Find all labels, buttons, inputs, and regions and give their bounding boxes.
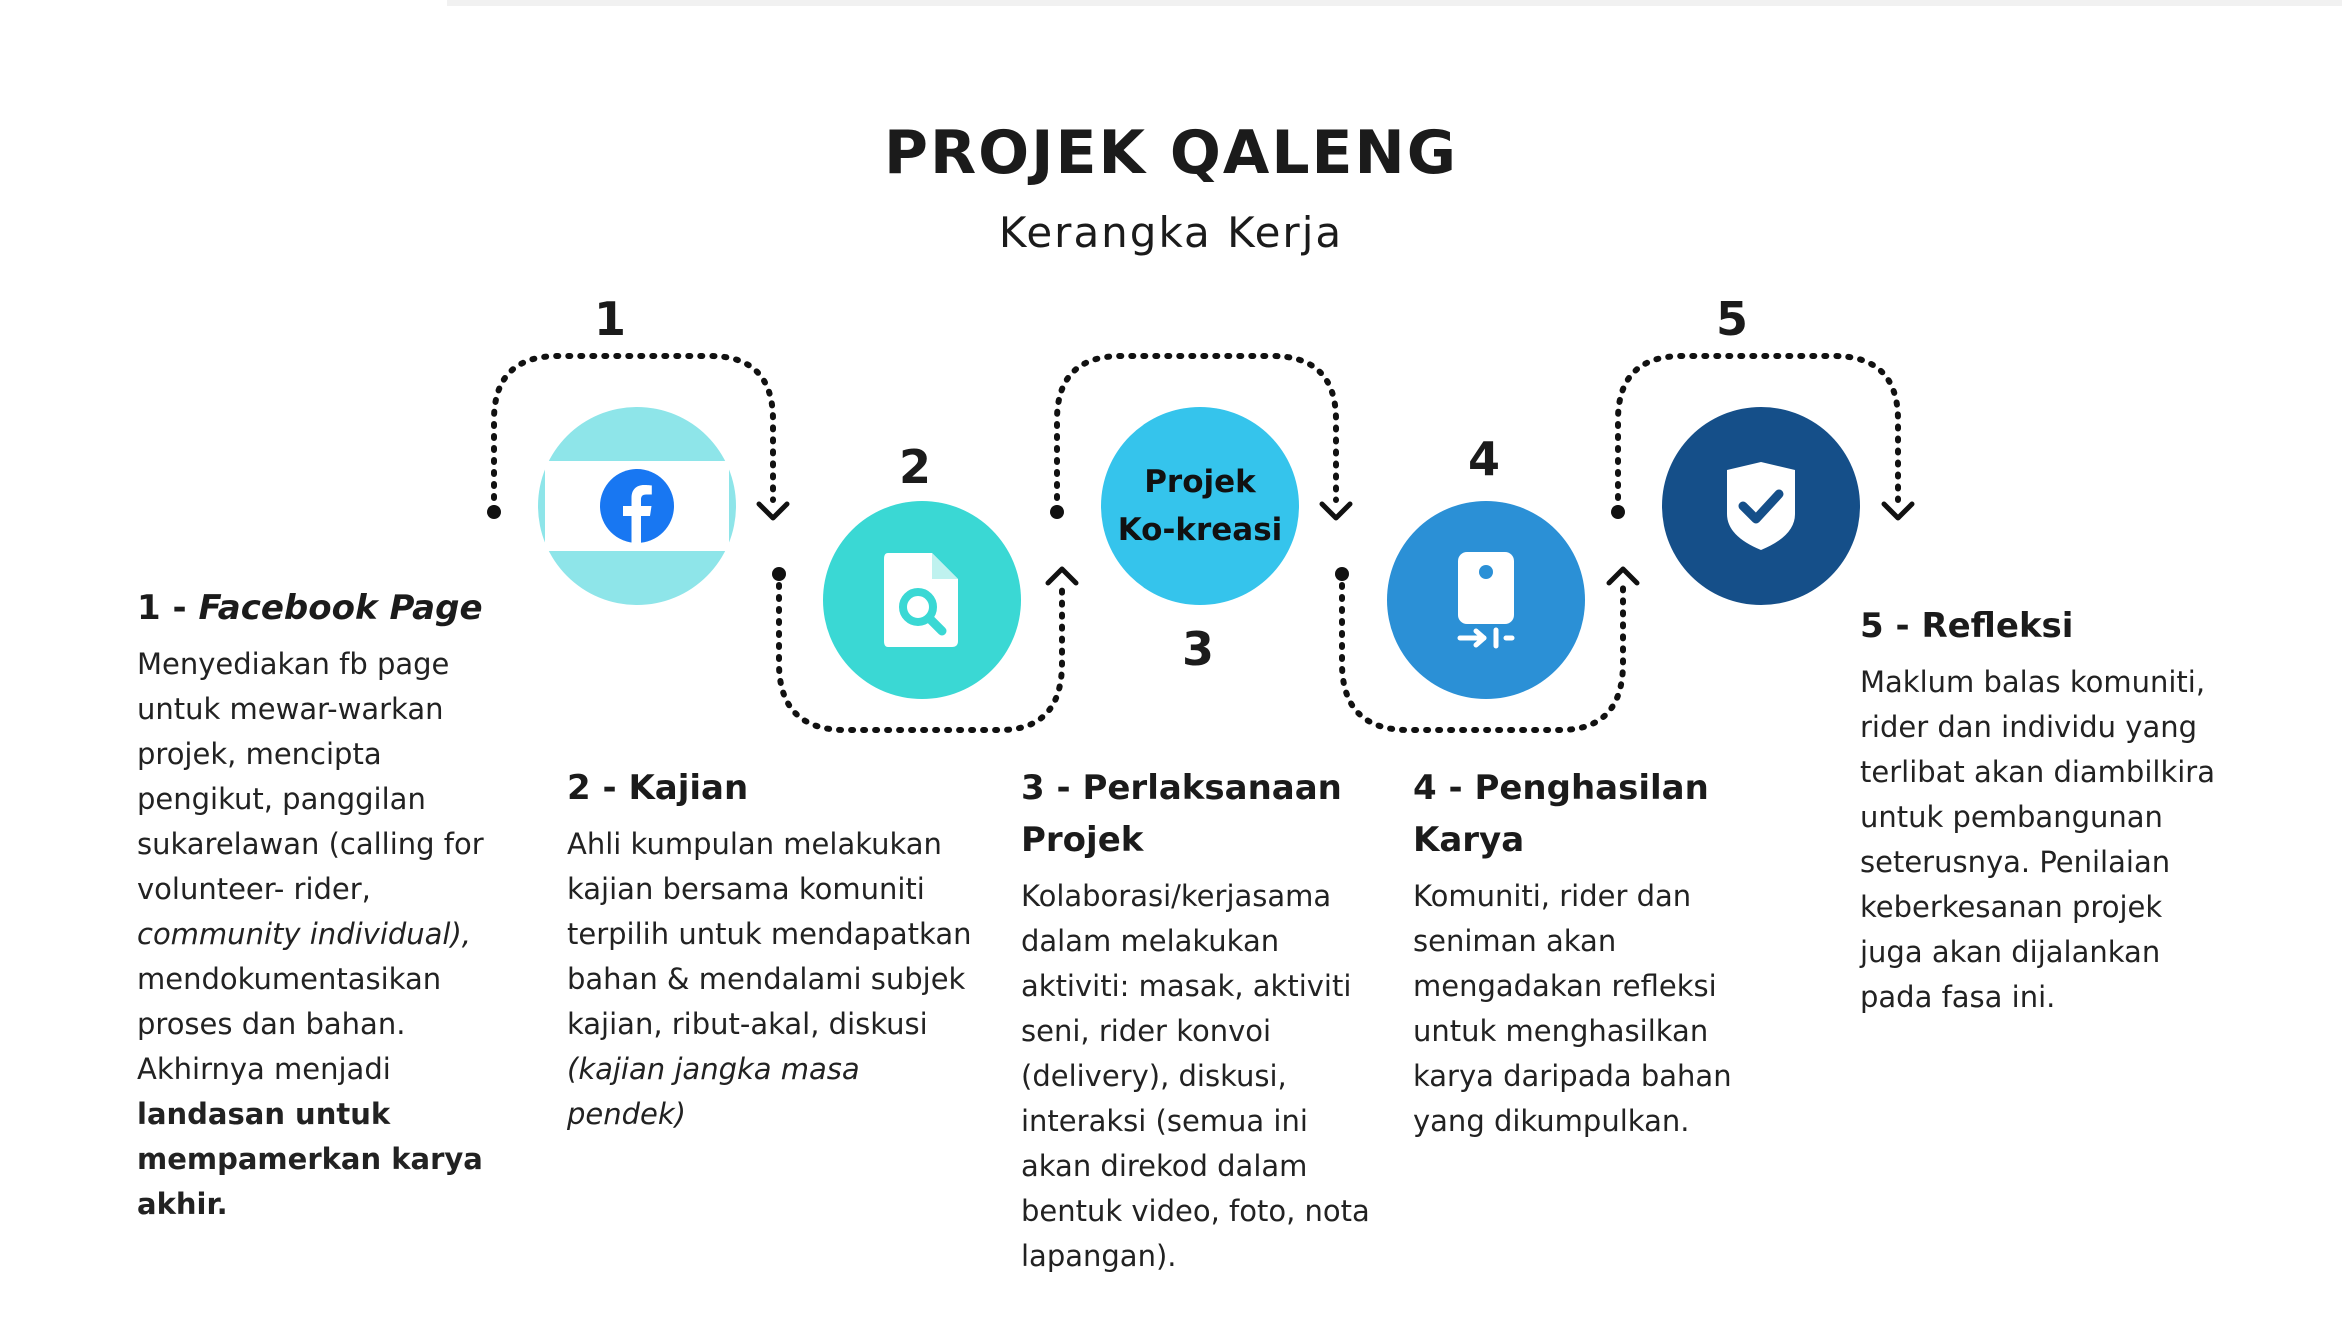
step-number-5: 5 [1715, 292, 1748, 346]
step-circle-projek-kokreasi [1101, 407, 1299, 605]
step-body-5: Maklum balas komuniti, rider dan individu yang terlibat akan diambilkira untuk pembangunan seterusnya. Penilaian keberkesanan projek juga akan dijalankan pada fasa ini. [1860, 665, 2215, 1014]
step-heading-4: 4 - Penghasilan Karya [1413, 768, 1709, 860]
step-number-4: 4 [1467, 432, 1500, 486]
step-heading-2: 2 - Kajian [567, 768, 749, 808]
phone-transfer-icon [1454, 550, 1518, 650]
step-circle-facebook [538, 407, 736, 605]
page-title: PROJEK QALENG [884, 118, 1458, 188]
page-subtitle: Kerangka Kerja [998, 208, 1344, 257]
step-body-4: Komuniti, rider dan seniman akan mengadakan refleksi untuk menghasilkan karya daripada bahan yang dikumpulkan. [1413, 879, 1732, 1138]
step-body-1: Menyediakan fb page untuk mewar-warkan projek, mencipta pengikut, panggilan sukarelawan (calling for volunteer- rider, community individual), mendokumentasikan proses dan bahan. Akhirnya menjadi landasan untuk mempamerkan karya akhir. [137, 647, 484, 1221]
step-heading-1: 1 - Facebook Page [137, 588, 483, 628]
step-description-4 [1413, 762, 1793, 1144]
step-description-3 [1021, 762, 1401, 1279]
step-description-1 [137, 582, 497, 1227]
shield-check-icon [1723, 460, 1799, 552]
step-number-3: 3 [1181, 622, 1214, 676]
step-heading-5: 5 - Refleksi [1860, 606, 2074, 646]
step-number-2: 2 [898, 440, 931, 494]
circle-label-line-1: Projek [1144, 464, 1256, 500]
step-description-2 [567, 762, 987, 1137]
facebook-icon [545, 461, 729, 551]
step-heading-3: 3 - Perlaksanaan Projek [1021, 768, 1342, 860]
step-circle-penghasilan [1387, 501, 1585, 699]
step-body-3: Kolaborasi/kerjasama dalam melakukan aktiviti: masak, aktiviti seni, rider konvoi (delivery), diskusi, interaksi (semua ini akan direkod dalam bentuk video, foto, nota lapangan). [1021, 879, 1370, 1273]
step-body-2: Ahli kumpulan melakukan kajian bersama komuniti terpilih untuk mendapatkan bahan & mendalami subjek kajian, ribut-akal, diskusi (kajian jangka masa pendek) [567, 827, 972, 1131]
circle-label-line-2: Ko-kreasi [1117, 512, 1283, 548]
step-description-5 [1860, 600, 2260, 1020]
step-circle-refleksi [1662, 407, 1860, 605]
step-number-1: 1 [593, 292, 626, 346]
document-search-icon [882, 551, 962, 649]
step-circle-kajian [823, 501, 1021, 699]
